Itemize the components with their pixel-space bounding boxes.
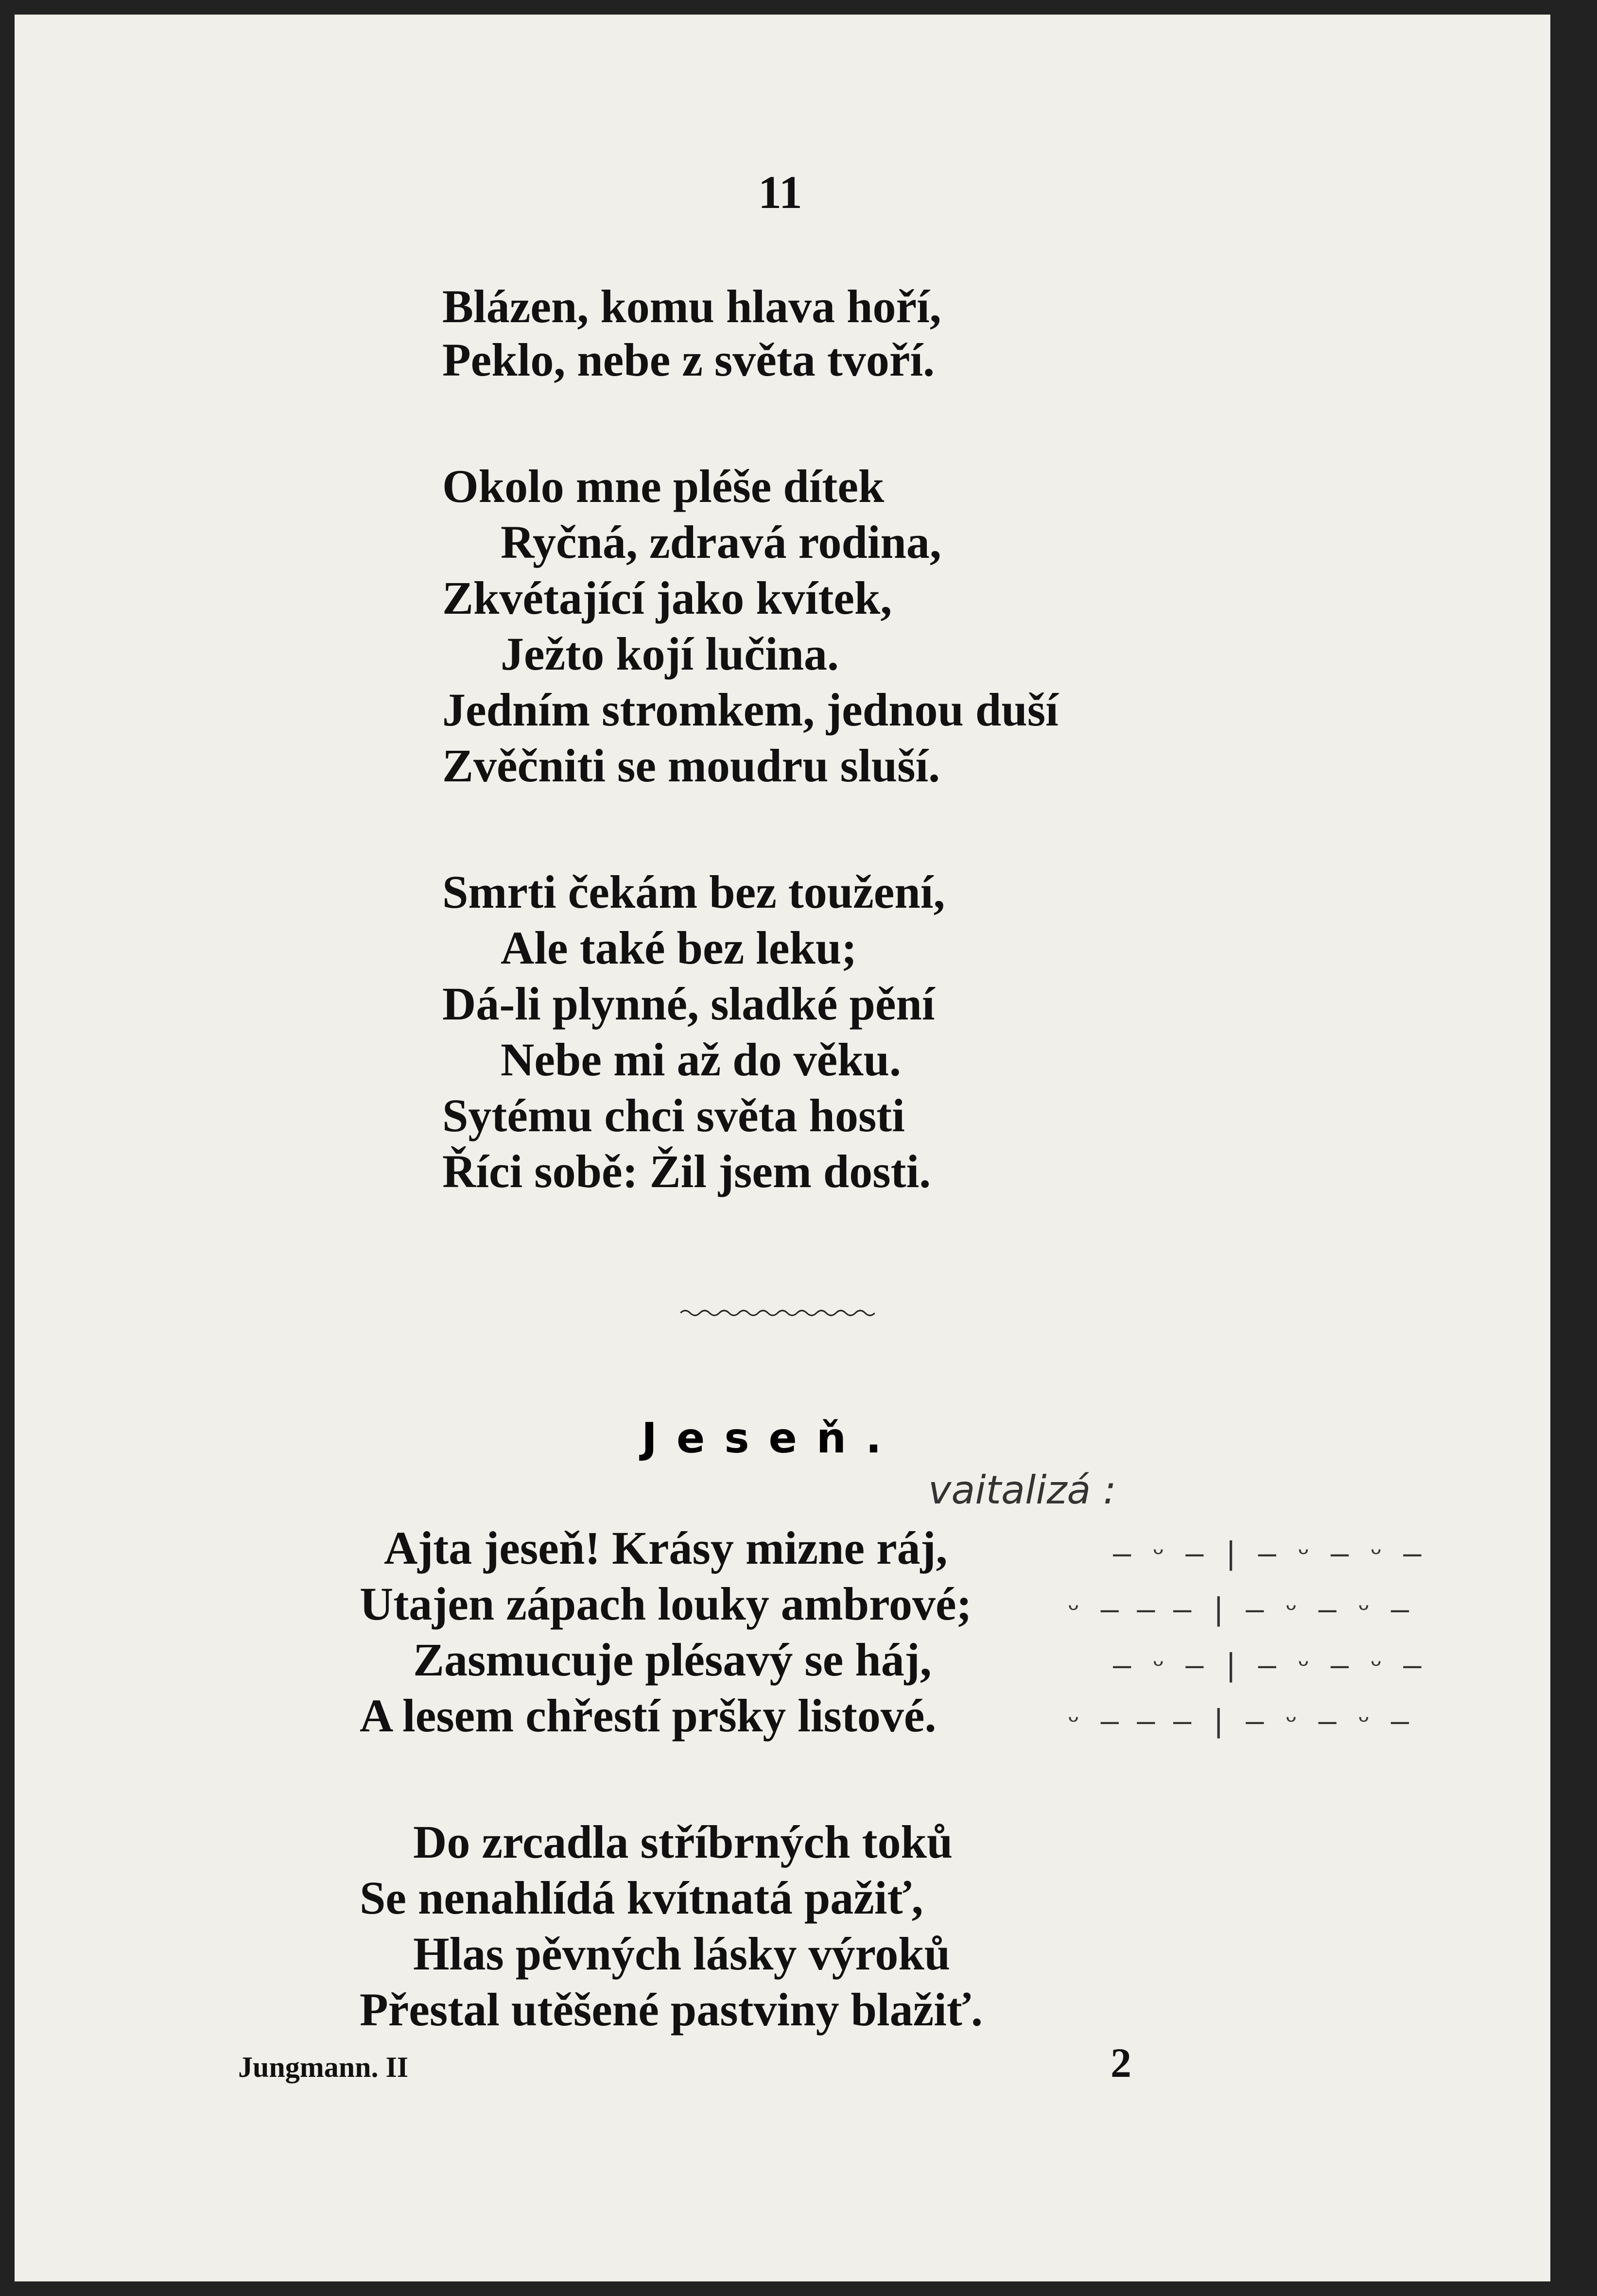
poem-line: Do zrcadla stříbrných toků (413, 1816, 953, 1868)
poem-line: Zasmucuje plésavý se háj, (413, 1634, 932, 1686)
page-number: 11 (758, 166, 802, 218)
scansion-mark: — ᵕ — | — ᵕ — ᵕ — (1113, 1647, 1422, 1683)
book-page (15, 15, 1550, 2281)
poem-line: Ajta jeseň! Krásy mizne ráj, (384, 1522, 948, 1574)
signature-number: 2 (1111, 2039, 1131, 2086)
poem-line: Sytému chci světa hosti (442, 1089, 905, 1141)
poem-line: Zkvétající jako kvítek, (442, 572, 892, 624)
poem-line: Jedním stromkem, jednou duší (442, 684, 1059, 736)
poem-line: Smrti čekám bez toužení, (442, 866, 945, 918)
poem-line: Říci sobě: Žil jsem dosti. (442, 1145, 931, 1197)
scansion-mark: ᵕ — — — | — ᵕ — ᵕ — (1064, 1703, 1409, 1739)
poem-line: Se nenahlídá kvítnatá pažiť, (360, 1872, 923, 1924)
poem-line: Ježto kojí lučina. (501, 628, 839, 680)
poem-title: Jeseň. (642, 1414, 901, 1463)
poem-line: Blázen, komu hlava hoří, (442, 280, 941, 332)
poem-line: Hlas pěvných lásky výroků (413, 1928, 951, 1980)
poem-line: Ryčná, zdravá rodina, (501, 516, 941, 568)
scansion-mark: ᵕ — — — | — ᵕ — ᵕ — (1064, 1591, 1409, 1627)
poem-line: Okolo mne pléše dítek (442, 460, 885, 512)
poem-line: Nebe mi až do věku. (501, 1034, 901, 1086)
footer-signature: Jungmann. II (238, 2051, 409, 2083)
poem-line: Přestal utěšené pastviny blažiť. (360, 1984, 983, 2036)
poem-line: Utajen zápach louky ambrové; (360, 1578, 972, 1630)
wavy-divider (680, 1307, 875, 1319)
poem-line: Ale také bez leku; (501, 922, 857, 974)
scansion-mark: — ᵕ — | — ᵕ — ᵕ — (1113, 1536, 1422, 1571)
poem-line: Zvěčniti se moudru sluší. (442, 740, 940, 792)
handwritten-note: vaitalizá : (928, 1467, 1116, 1513)
poem-line: A lesem chřestí pršky listové. (360, 1690, 937, 1742)
poem-line: Peklo, nebe z světa tvoří. (442, 334, 935, 386)
poem-line: Dá-li plynné, sladké pění (442, 978, 935, 1030)
